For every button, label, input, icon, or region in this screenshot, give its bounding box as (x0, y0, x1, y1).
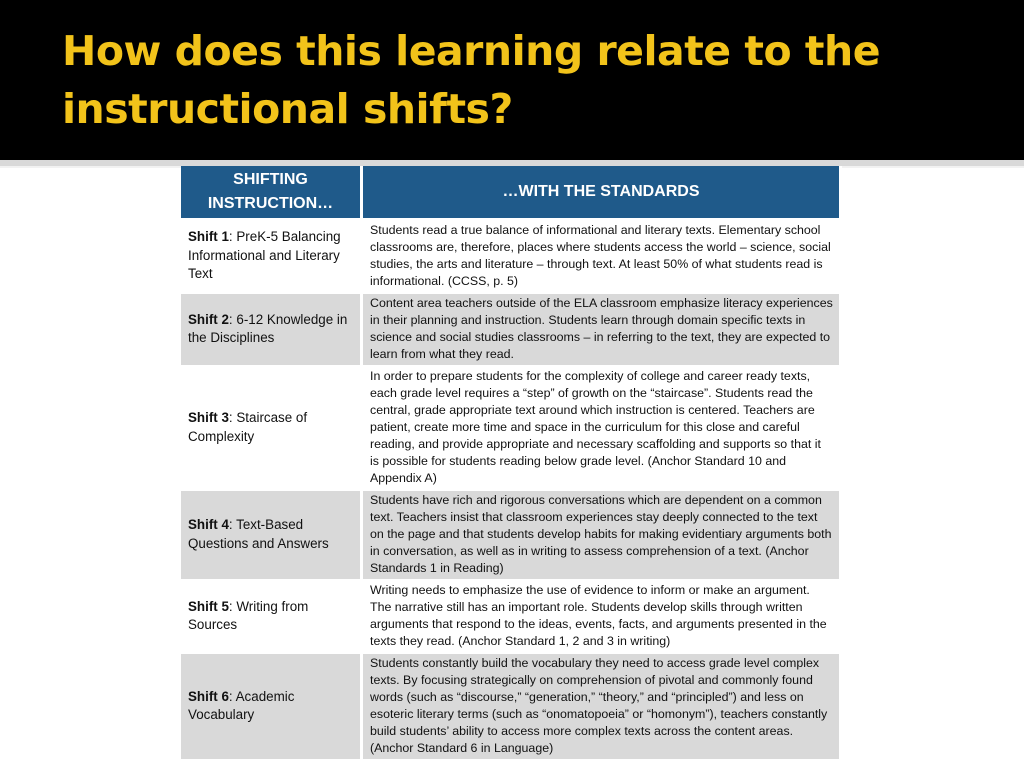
shift-title: Academic Vocabulary (188, 688, 295, 722)
slide-title: How does this learning relate to the instructional shifts? (62, 27, 881, 133)
shift-title: PreK-5 Balancing Informational and Literary Text (188, 229, 341, 282)
standards-cell: Students read a true balance of informational and literary texts. Elementary school classrooms are, therefore, places where students access the world – science, social studies, the arts and literature – through text. At least 50% of what students read is informational. (CCSS, p. 5) (363, 221, 839, 294)
shifts-table (181, 166, 839, 761)
shift-cell: Shift 2: 6-12 Knowledge in the Disciplines (181, 294, 363, 367)
shift-cell: Shift 3: Staircase of Complexity (181, 367, 363, 491)
table-row (181, 654, 839, 761)
standards-cell: Students have rich and rigorous conversations which are dependent on a common text. Teachers insist that classroom experiences stay deeply connected to the text on the page and that students develop habits for making evidentiary arguments both in conversation, as well as in writing to assess comprehension of a text. (Anchor Standards 1 in Reading) (363, 491, 839, 581)
standards-cell: Students constantly build the vocabulary they need to access grade level complex texts. By focusing strategically on comprehension of pivotal and commonly found words (such as “discourse,” “generation,” “theory,” and “principled”) and less on esoteric literary terms (such as “onomatopoeia” or “homonym”), teachers constantly build students’ ability to access more complex texts across the content areas. (Anchor Standard 6 in Language) (363, 654, 839, 761)
shift-cell: Shift 6: Academic Vocabulary (181, 654, 363, 761)
table-row (181, 581, 839, 654)
shift-number: Shift 6 (188, 688, 229, 704)
column-header-shifting-instruction: SHIFTING INSTRUCTION… (181, 166, 363, 221)
shift-number: Shift 1 (188, 229, 229, 245)
shift-title: Writing from Sources (188, 598, 309, 632)
table-header-row (181, 166, 839, 221)
shift-number: Shift 4 (188, 517, 229, 532)
column-header-with-the-standards: …WITH THE STANDARDS (363, 166, 839, 221)
shift-title: Staircase of Complexity (188, 410, 308, 444)
shift-title: 6-12 Knowledge in the Disciplines (188, 311, 348, 345)
shift-number: Shift 5 (188, 598, 229, 614)
standards-cell: Writing needs to emphasize the use of evidence to inform or make an argument. The narrative still has an important role. Students develop skills through written arguments that respond to the ideas, events, facts, and arguments presented in the texts they read. (Anchor Standard 1, 2 and 3 in writing) (363, 581, 839, 654)
shift-title: Text-Based Questions and Answers (188, 517, 329, 551)
shift-number: Shift 3 (188, 410, 229, 425)
table-row (181, 221, 839, 294)
shift-cell: Shift 1: PreK-5 Balancing Informational and Literary Text (181, 221, 363, 294)
shifts-table-container (181, 166, 842, 768)
shift-cell: Shift 4: Text-Based Questions and Answers (181, 491, 363, 581)
standards-cell: Content area teachers outside of the ELA classroom emphasize literacy experiences in their planning and instruction. Students learn through domain specific texts in science and social studies classrooms – in referring to the text, they are expected to learn from what they read. (363, 294, 839, 367)
shift-number: Shift 2 (188, 311, 229, 327)
table-row (181, 294, 839, 367)
table-row (181, 491, 839, 581)
table-row (181, 367, 839, 491)
shift-cell: Shift 5: Writing from Sources (181, 581, 363, 654)
standards-cell: In order to prepare students for the complexity of college and career ready texts, each grade level requires a “step” of growth on the “staircase”. Students read the central, grade appropriate text around which instruction is centered. Teachers are patient, create more time and space in the curriculum for this close and careful reading, and provide appropriate and necessary scaffolding and supports so that it is possible for students reading below grade level. (Anchor Standard 10 and Appendix A) (363, 367, 839, 491)
